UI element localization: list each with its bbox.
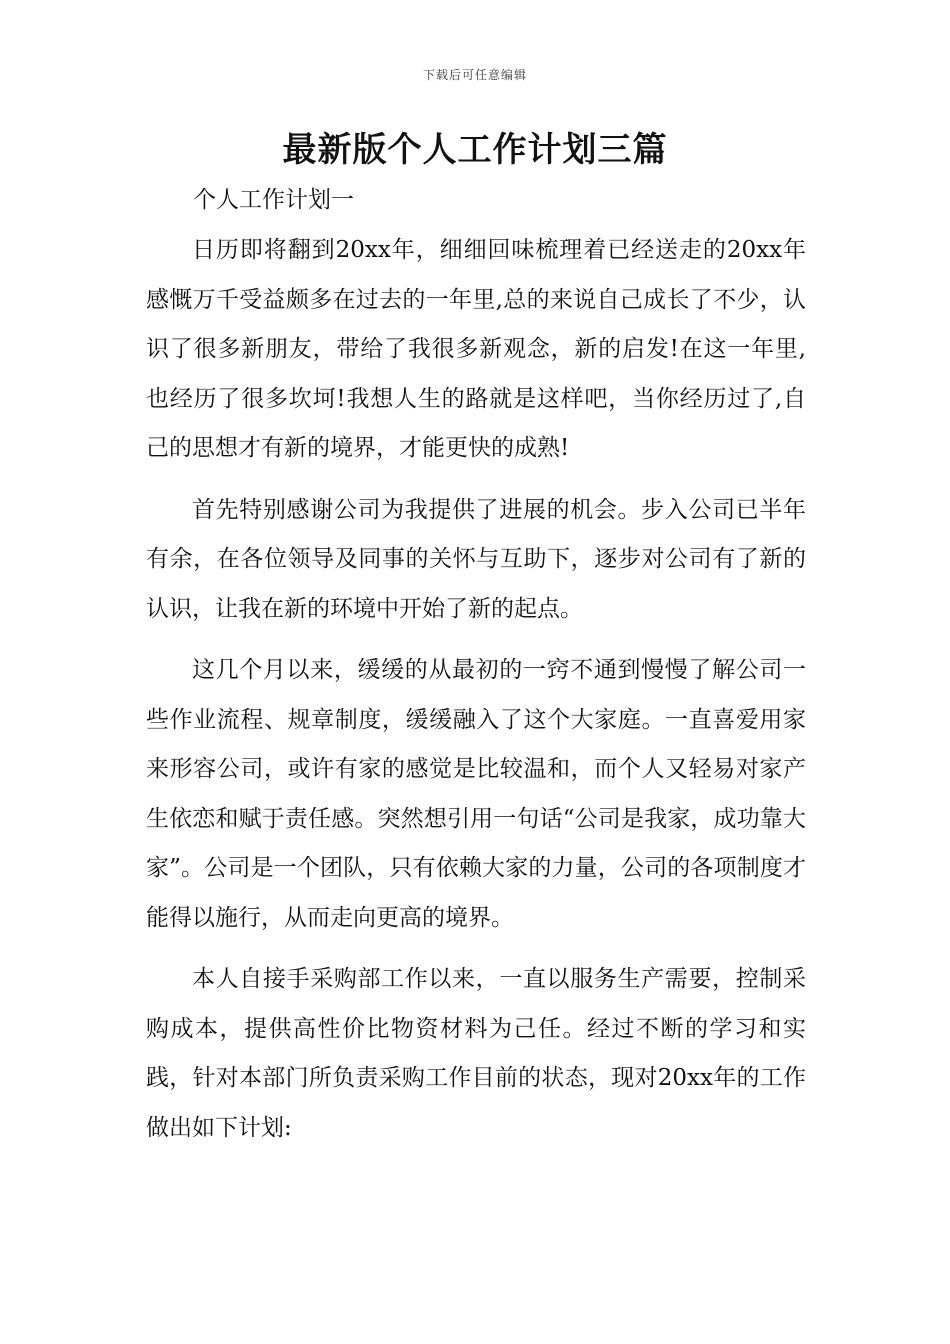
document-title: 最新版个人工作计划三篇 bbox=[282, 130, 668, 170]
paragraph: 日历即将翻到20xx年，细细回味梳理着已经送走的20xx年感慨万千受益颇多在过去的一年里,总的来说自己成长了不少，认识了很多新朋友，带给了我很多新观念，新的启发!在这一年里,也经历了很多坎坷!我想人生的路就是这样吧，当你经历过了,自己的思想才有新的境界，才能更快的成熟! bbox=[146, 237, 806, 461]
paragraph: 本人自接手采购部工作以来，一直以服务生产需要，控制采购成本，提供高性价比物资材料为己任。经过不断的学习和实践，针对本部门所负责采购工作目前的状态，现对20xx年的工作做出如下计划: bbox=[146, 966, 806, 1141]
paragraph: 这几个月以来，缓缓的从最初的一窍不通到慢慢了解公司一些作业流程、规章制度，缓缓融入了这个大家庭。一直喜爱用家来形容公司，或许有家的感觉是比较温和，而个人又轻易对家产生依恋和赋于责任感。突然想引用一句话“公司是我家，成功靠大家”。公司是一个团队，只有依赖大家的力量，公司的各项制度才能得以施行，从而走向更高的境界。 bbox=[146, 657, 806, 931]
section-heading: 个人工作计划一 bbox=[193, 187, 354, 213]
header-note: 下载后可任意编辑 bbox=[422, 68, 527, 82]
paragraph: 首先特别感谢公司为我提供了进展的机会。步入公司已半年有余，在各位领导及同事的关怀与互助下，逐步对公司有了新的认识，让我在新的环境中开始了新的起点。 bbox=[146, 496, 806, 622]
document-body bbox=[146, 226, 806, 1165]
